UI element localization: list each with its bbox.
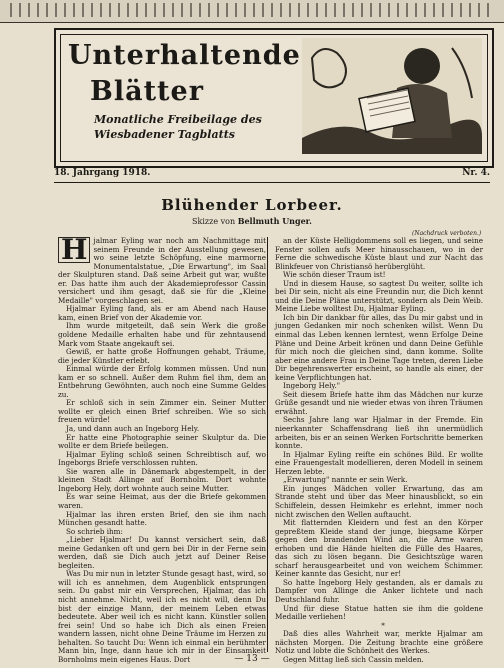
column-divider <box>267 237 268 652</box>
article-paragraph: Sie waren alle in Dänemark abgestempelt, in der kleinen Stadt Allinge auf Bornholm. Dort wohnte Ingeborg Hely, dort wohnte auch seine Mutter. <box>58 466 266 493</box>
article-paragraph: „Erwartung" nannte er sein Werk. <box>283 475 408 485</box>
masthead <box>54 28 494 168</box>
article-paragraph: jalmar Eyling war noch am Nachmittage mit seinem Freunde in der Ausstellung gewesen, wo seine letzte Schöpfung, eine marmorne Monumentalstatue, „Die Erwartung", im Saal der Skulpturen stand. Daß seine Arbeit gut war, wußte er. Das hatte ihm auch der Akademieprofessor Cassin versichert und ihm gesagt, daß sie für die „Kleine Medaille" vorgeschlagen sei. <box>58 236 266 305</box>
article-paragraph: Er hatte eine Photographie seiner Skulptur da. Die wollte er dem Briefe beilegen. <box>58 432 266 451</box>
article-paragraph: Sechs Jahre lang war Hjalmar in der Fremde. Ein nieerkannter Schaffensdrang ließ ihn unermüdlich arbeiten, bis er an seinen Werken Fortschritte bemerken konnte. <box>275 415 483 451</box>
article-paragraph: Einmal würde der Erfolg kommen müssen. Und nun kam er so schnell. Außer dem Ruhm fiel ihm, dem an Entbehrung Gewöhnten, auch noch eine Summe Geldes zu. <box>58 364 266 399</box>
article-byline <box>0 216 504 226</box>
year-volume: 18. Jahrgang 1918. <box>54 168 151 178</box>
reprint-notice: (Nachdruck verboten.) <box>412 230 482 237</box>
drop-cap: H <box>58 237 90 263</box>
article-paragraph: Und in diesem Hause, so sagtest Du weiter, sollte ich bei Dir sein, nicht als eine Freundin nur, die Dich kennt und die Deine Pläne unterstützt, sondern als Dein Weib. Meine Liebe wolltest Du, Hjalmar Eyling. <box>275 278 483 314</box>
article-paragraph: * <box>381 620 385 630</box>
article-paragraph: Was Du mir nun in letzter Stunde gesagt hast, wird, so will ich es annehmen, dem Augenblick entsprungen sein. Du gabst mir ein Versprechen, Hjalmar, das ich nicht annehme. Nicht, weil ich es nicht will, denn Du bist der einzige Mann, der meinem Leben etwas bedeutete. Aber weil ich es nicht kann. Künstler sollen frei sein! Und so habe ich Dich als einen Freien wandern lassen, nicht ohne Deine Träume im Herzen zu behalten. So taucht Du: Wenn ich einmal ein berühmter Mann bin, Inge, dann haue ich mir in der Einsamkeit Bornholms mein eigenes Haus. Dort <box>58 569 266 664</box>
article-paragraph: Ja, und dann auch an Ingeborg Hely. <box>66 424 200 434</box>
article-paragraph: Daß dies alles Wahrheit war, merkte Hjalmar am nächsten Morgen. Die Zeitung brachte eine größere Notiz und lobte die Schönheit des Werkes. <box>275 629 483 656</box>
article-paragraph: Gegen Mittag ließ sich Cassin melden. <box>283 654 424 664</box>
article-paragraph: Wie schön dieser Traum ist! <box>283 270 386 280</box>
article-paragraph: Ich bin Dir dankbar für alles, das Du mir gabst und in jungen Gedanken mir noch schenken willst. Wenn Du einmal das Leben kennen lerntest, wenn Erfolge Deine Pläne und Deine Arbeit krönen und dann Deine Gefühle für mich noch die gleichen sind, dann komme. Sollte aber eine andere Frau in Deine Tage treten, deren Liebe Dir begehrenswerter erscheint, so handle als einer, der keine Verpflichtungen hat. <box>275 312 483 382</box>
byline-prefix: Skizze von <box>192 217 236 226</box>
article-paragraph: Ein junges Mädchen voller Erwartung, das am Strande steht und über das Meer hinausblickt, so ein Schiffelein, dessen Heimkehr es erlehnt, immer noch nicht zwischen den Wellen auftaucht. <box>275 483 483 519</box>
article-paragraph: In Hjalmar Eyling reifte ein schönes Bild. Er wollte eine Frauengestalt modellieren, deren Modell in seinem Herzen lebte. <box>275 449 483 476</box>
masthead-title-line2: Blätter <box>90 76 204 107</box>
article-paragraph: Hjalmar Eyling schloß seinen Schreibtisch auf, wo Ingeborgs Briefe verschlossen ruhten. <box>58 449 266 468</box>
issue-number: Nr. 4. <box>462 168 490 178</box>
article-paragraph: Es war seine Heimat, aus der die Briefe gekommen waren. <box>58 492 266 510</box>
article-column-right <box>275 237 483 664</box>
article-paragraph: Hjalmar Eyling fand, als er am Abend nach Hause kam, einen Brief von der Akademie vor. <box>58 304 266 322</box>
article-paragraph: Und für diese Statue hatten sie ihm die goldene Medaille verliehen! <box>275 603 483 622</box>
article-paragraph: an der Küste Helligdommens soll es liegen, und seine Fenster sollen aufs Meer hinausschauen, wo in der Ferne die schwedische Küste blaut und zur Nacht das Blinkfeuer von Christiansö herüberglüht. <box>275 236 483 271</box>
header-rule <box>54 182 490 183</box>
reading-woman-illustration <box>302 38 482 154</box>
article-paragraph: Ingeborg Hely." <box>283 381 341 391</box>
article-paragraph: Er schloß sich in sein Zimmer ein. Seiner Mutter wollte er gleich einen Brief schreiben. Wie so sich freuen würde! <box>58 398 266 425</box>
masthead-subtitle-line1: Monatliche Freibeilage des <box>94 113 262 126</box>
author-name: Bellmuth Unger. <box>237 216 312 226</box>
page-number: — 13 — <box>234 654 270 664</box>
article-paragraph: Gewiß, er hatte große Hoffnungen gehabt, Träume, die jeder Künstler erlebt. <box>58 347 266 365</box>
article-paragraph: „Lieber Hjalmar! Du kannst versichert sein, daß meine Gedanken oft und gern bei Dir in der Ferne sein werden, daß sie Dich auch jetzt auf Deiner Reise begleiten. <box>58 535 266 570</box>
article-paragraph: So schrieb ihm: <box>66 526 123 536</box>
previous-page-strip <box>0 0 504 23</box>
article-column-left <box>58 233 266 664</box>
article-title: Blühender Lorbeer. <box>161 196 343 214</box>
article-paragraph: Hjalmar las ihren ersten Brief, den sie ihm nach München gesandt hatte. <box>58 509 266 528</box>
masthead-title-line1: Unterhaltende <box>68 40 301 71</box>
masthead-subtitle-line2: Wiesbadener Tagblatts <box>94 128 235 141</box>
article-paragraph: Ihm wurde mitgeteilt, daß sein Werk die große goldene Medaille erhalten habe und für zehntausend Mark vom Staate angekauft sei. <box>58 321 266 348</box>
article-paragraph: Mit flatternden Kleidern und fest an den Körper gepreßtem Kleide stand der junge, biegsame Körper gegen den brandenden Wind an, die Arme waren erhoben und die Hände hielten die Fülle des Haares, das sich zu lösen begann. Die Gesichtszüge waren scharf herausgearbeitet und von weichem Schimmer. Keiner kannte das Gesicht, nur er! <box>275 518 483 579</box>
article-paragraph: So hatte Ingeborg Hely gestanden, als er damals zu Dampfer von Allinge die Anker lichtete und nach Deutschland fuhr. <box>275 577 483 604</box>
article-paragraph: Seit diesem Briefe hatte ihm das Mädchen nur kurze Grüße gesandt und nie wieder etwas von ihren Träumen erwähnt. <box>275 389 483 416</box>
